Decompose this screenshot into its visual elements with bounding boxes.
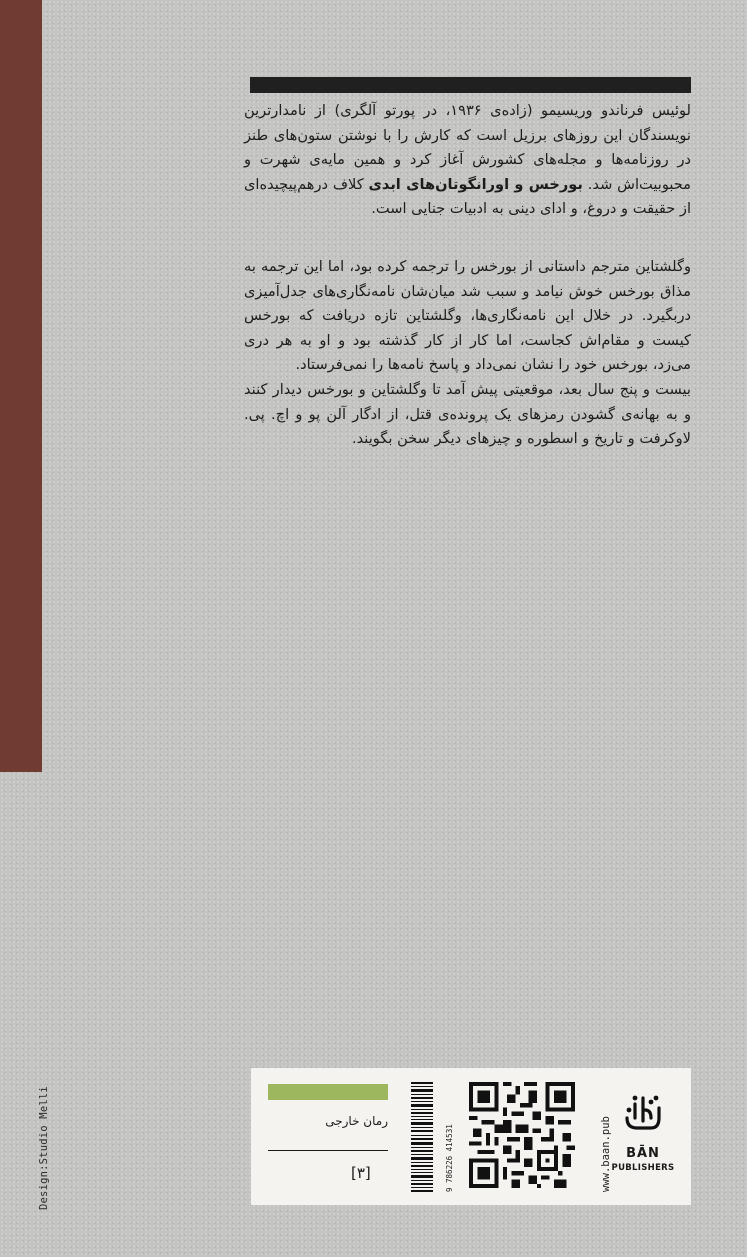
qr-code: [469, 1082, 575, 1188]
label-divider: [268, 1150, 388, 1151]
blurb-paragraph-3: بیست و پنج سال بعد، موقعیتی پیش آمد تا وگلشتاین و بورخس دیدار کنند و به بهانه‌ی گشودن رمزهای یک پرونده‌ی قتل، از ادگار آلن پو و اچ. پی. لاوکرفت و تاریخ و اسطوره و چیزهای دیگر سخن بگویند.: [244, 380, 691, 448]
genre-label: رمان خارجی: [325, 1114, 388, 1128]
blurb-text-1b: کلاف درهم‌پیچیده‌ای از حقیقت و دروغ، و ادای دینی به ادبیات جنایی است.: [244, 175, 691, 218]
barcode: [411, 1082, 433, 1192]
design-credit: Design:Studio Melli: [38, 1086, 50, 1210]
blurb-text-1a: لوئیس فرناندو وریسیمو (زاده‌ی ۱۹۳۶، در پورتو آلگری) از نامدارترین نویسندگان این روزهای برزیل است که کارش را با نوشتن ستون‌های طنز در روزنامه‌ها و مجله‌های کشورش آغاز کرد و همین مایه‌ی شهرت و محبوبیت‌اش شد.: [244, 102, 692, 193]
brand-subtitle: PUBLISHERS: [611, 1163, 675, 1173]
publisher-url: www.baan.pub: [600, 1116, 612, 1192]
brand-name: BĀN: [626, 1146, 660, 1161]
top-black-bar: [250, 77, 691, 93]
publisher-logo: [607, 1082, 679, 1197]
blurb-paragraph-1: [244, 99, 691, 222]
back-cover-label: [251, 1068, 691, 1205]
series-number: [۳]: [351, 1164, 371, 1182]
isbn-number: 9 786226 414531: [445, 1124, 454, 1192]
spine-stripe: [0, 0, 42, 772]
blurb-paragraphs-2: [244, 255, 691, 452]
green-series-bar: [268, 1084, 388, 1100]
book-title-bold: بورخس و اورانگوتان‌های ابدی: [368, 175, 583, 193]
blurb-paragraph-2: وگلشتاین مترجم داستانی از بورخس را ترجمه کرده بود، اما این ترجمه به مذاق بورخس خوش نیامد و سبب شد میان‌شان نامه‌نگاری‌های جدل‌آمیزی دربگیرد. در خلال این نامه‌نگاری‌ها، وگلشتاین تازه دریافت که بورخس کیست و مقام‌اش کجاست، اما کار از کار گذشته بود و او به هر دری می‌زد، بورخس خود را نشان نمی‌داد و پاسخ نامه‌ها را نمی‌فرستاد.: [244, 258, 691, 374]
baan-calligraphy-logo-icon: [621, 1088, 665, 1132]
